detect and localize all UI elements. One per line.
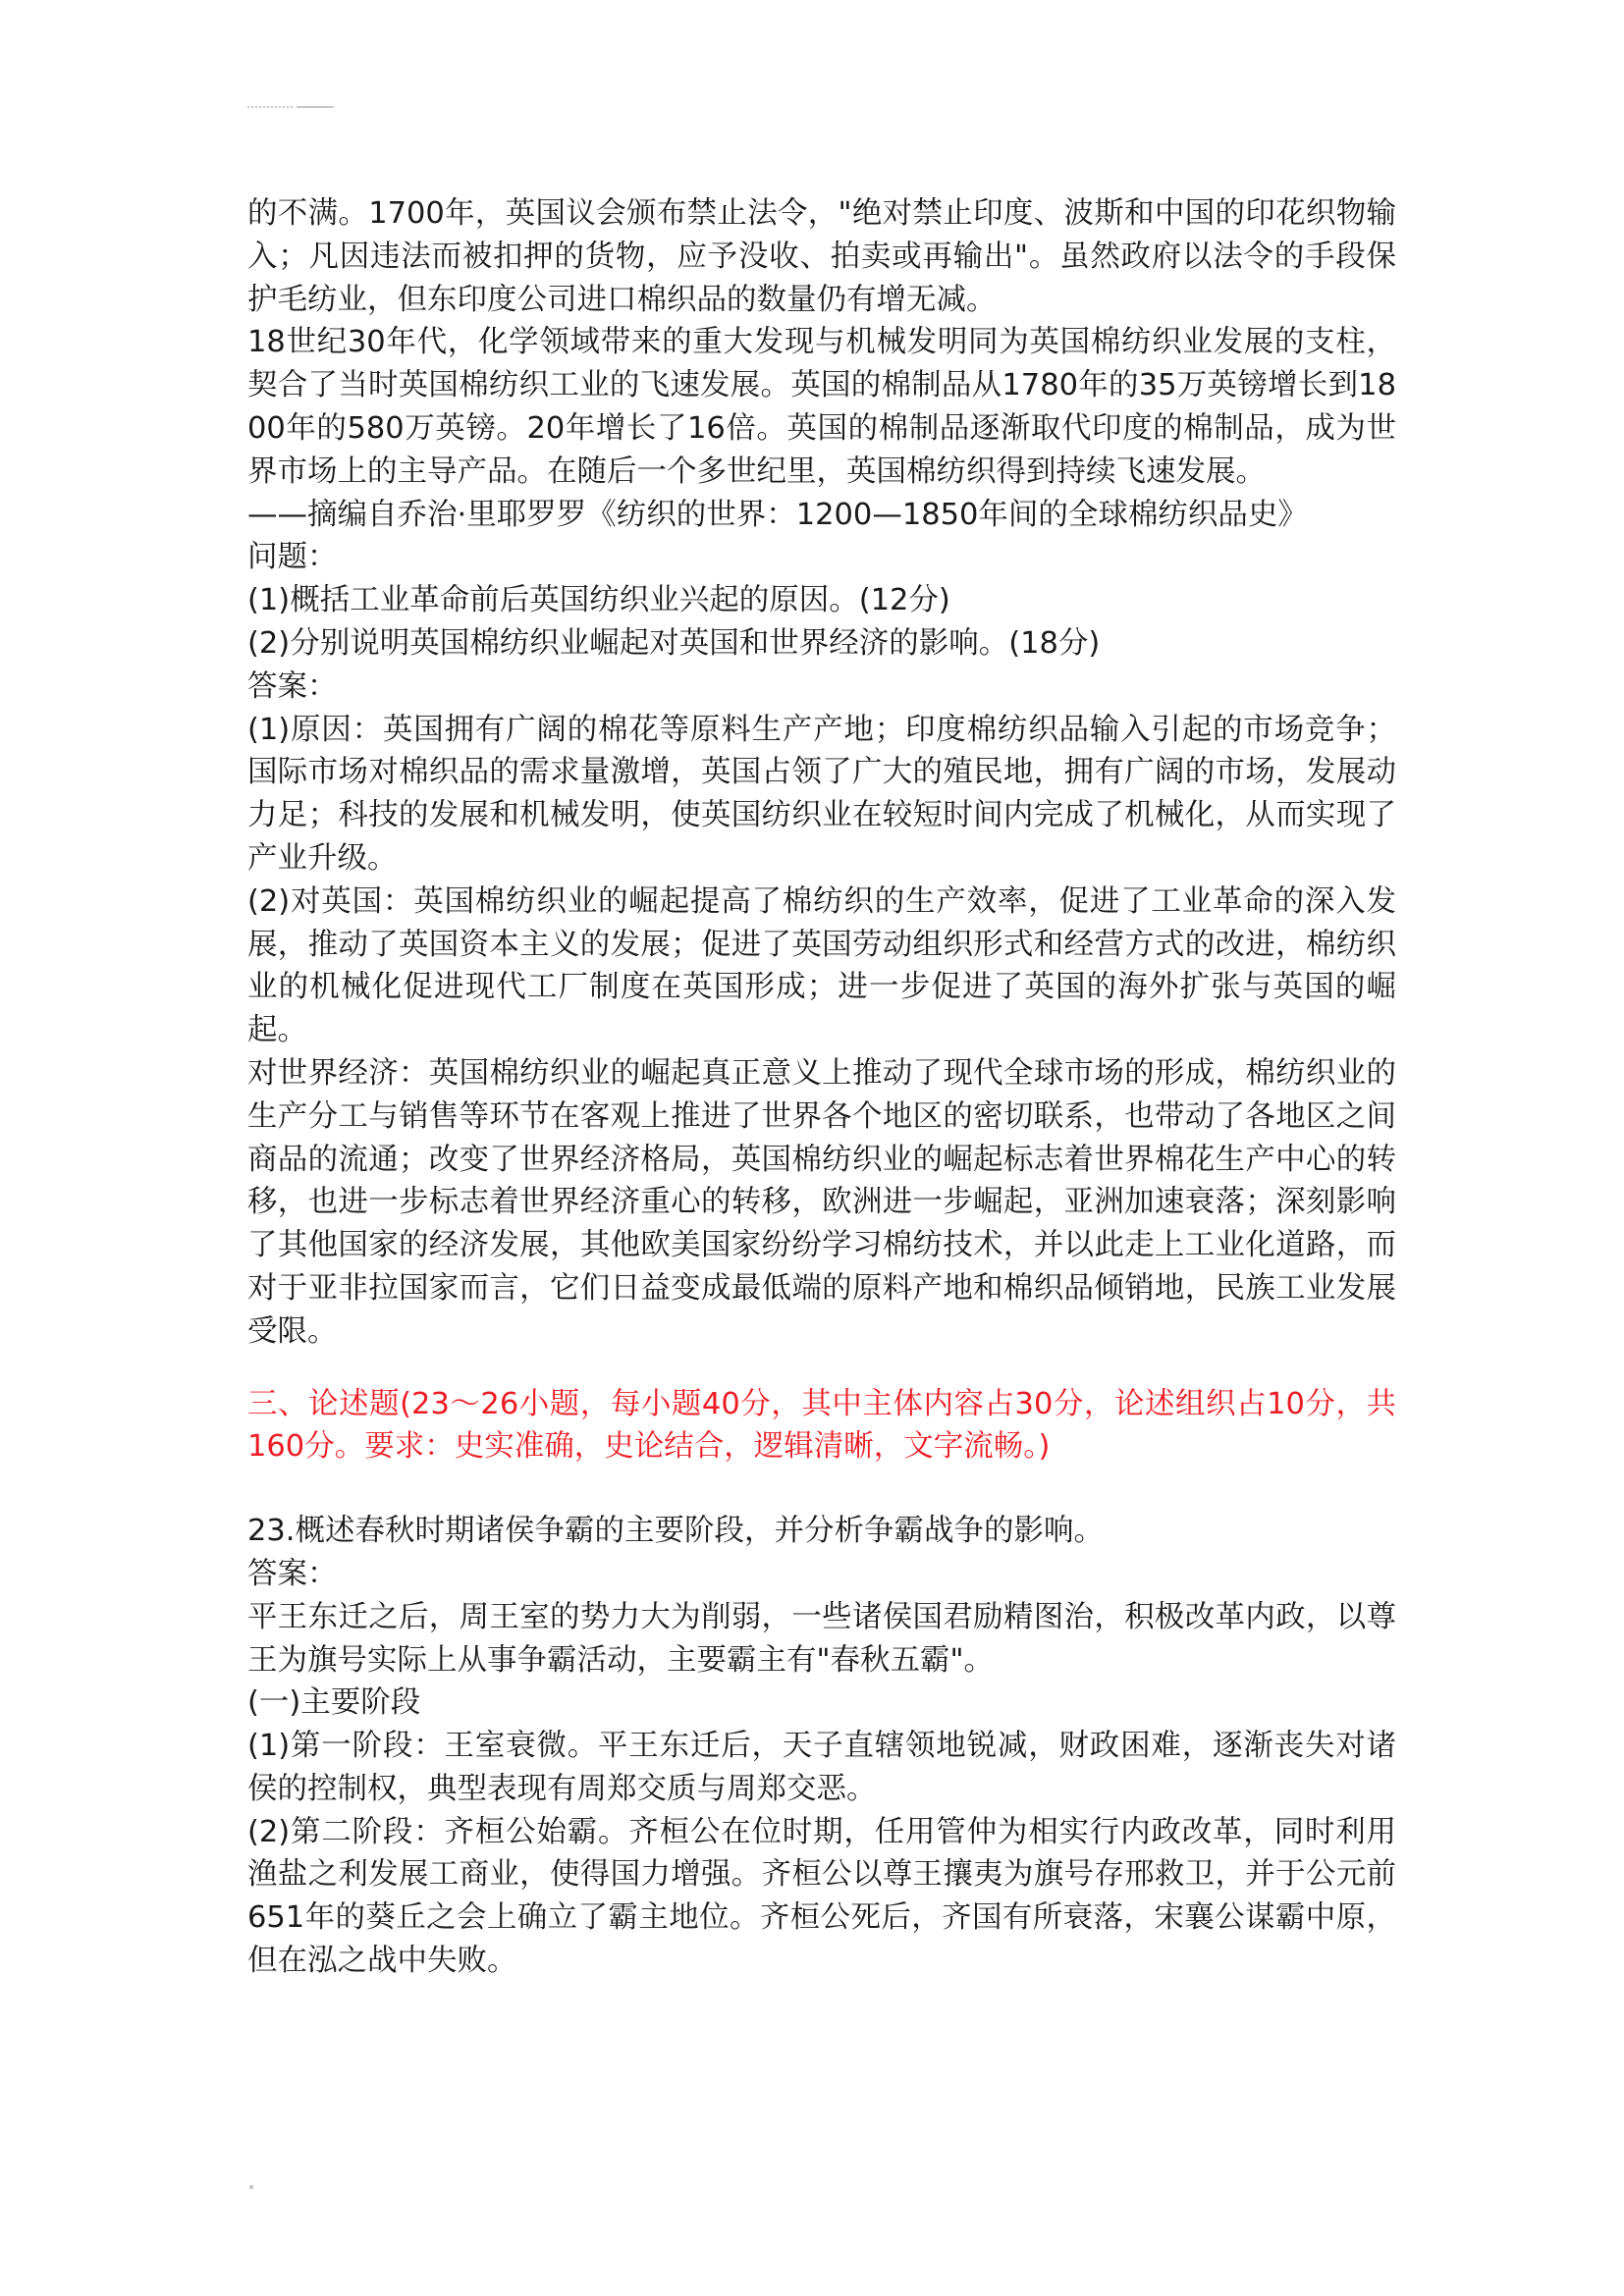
source-citation: ——摘编自乔治·里耶罗罗《纺织的世界：1200—1850年间的全球棉纺织品史》 [247,497,1308,532]
header-mark [247,102,336,112]
document-body [247,192,1396,1983]
essay-answer-label: 答案： [247,1556,338,1591]
answer-label: 答案： [247,668,338,704]
essay-stage-1: (1)第一阶段：王室衰微。平王东迁后，天子直辖领地锐减，财政困难，逐渐丧失对诸侯的控制权，典型表现有周郑交质与周郑交恶。 [247,1729,1396,1806]
question-label: 问题： [247,540,338,575]
paragraph-2: 18世纪30年代，化学领域带来的重大发现与机械发明同为英国棉纺织业发展的支柱，契合了当时英国棉纺织工业的飞速发展。英国的棉制品从1780年的35万英镑增长到1800年的580万英镑。20年增长了16倍。英国的棉制品逐渐取代印度的棉制品，成为世界市场上的主导产品。在随后一个多世纪里，英国棉纺织得到持续飞速发展。 [247,325,1396,489]
answer-2-world: 对世界经济：英国棉纺织业的崛起真正意义上推动了现代全球市场的形成，棉纺织业的生产分工与销售等环节在客观上推进了世界各个地区的密切联系，也带动了各地区之间商品的流通；改变了世界经济格局，英国棉纺织业的崛起标志着世界棉花生产中心的转移，也进一步标志着世界经济重心的转移，欧洲进一步崛起，亚洲加速衰落；深刻影响了其他国家的经济发展，其他欧美国家纷纷学习棉纺技术，并以此走上工业化道路，而对于亚非拉国家而言，它们日益变成最低端的原料产地和棉织品倾销地，民族工业发展受限。 [247,1055,1396,1349]
header-dash [297,106,334,108]
essay-subheading: (一)主要阶段 [247,1685,421,1721]
paragraph-1: 的不满。1700年，英国议会颁布禁止法令，"绝对禁止印度、波斯和中国的印花织物输入；凡因违法而被扣押的货物，应予没收、拍卖或再输出"。虽然政府以法令的手段保护毛纺业，但东印度公司进口棉织品的数量仍有增无减。 [247,196,1396,317]
header-dots [247,106,293,108]
answer-2-britain: (2)对英国：英国棉纺织业的崛起提高了棉纺织的生产效率，促进了工业革命的深入发展，推动了英国资本主义的发展；促进了英国劳动组织形式和经营方式的改进，棉纺织业的机械化促进现代工厂制度在英国形成；进一步促进了英国的海外扩张与英国的崛起。 [247,883,1396,1048]
section-heading: 三、论述题(23～26小题，每小题40分，其中主体内容占30分，论述组织占10分，共160分。要求：史实准确，史论结合，逻辑清晰，文字流畅。) [247,1386,1396,1465]
question-1: (1)概括工业革命前后英国纺织业兴起的原因。(12分) [247,583,950,618]
essay-question-23: 23.概述春秋时期诸侯争霸的主要阶段，并分析争霸战争的影响。 [247,1514,1105,1549]
answer-1: (1)原因：英国拥有广阔的棉花等原料生产产地；印度棉纺织品输入引起的市场竞争；国际市场对棉织品的需求量激增，英国占领了广大的殖民地，拥有广阔的市场，发展动力足；科技的发展和机械发明，使英国纺织业在较短时间内完成了机械化，从而实现了产业升级。 [247,712,1396,876]
footer-mark [249,2185,253,2189]
essay-intro: 平王东迁之后，周王室的势力大为削弱，一些诸侯国君励精图治，积极改革内政，以尊王为旗号实际上从事争霸活动，主要霸主有"春秋五霸"。 [247,1599,1396,1678]
essay-stage-2: (2)第二阶段：齐桓公始霸。齐桓公在位时期，任用管仲为相实行内政改革，同时利用渔盐之利发展工商业，使得国力增强。齐桓公以尊王攘夷为旗号存邢救卫，并于公元前651年的葵丘之会上确立了霸主地位。齐桓公死后，齐国有所衰落，宋襄公谋霸中原，但在泓之战中失败。 [247,1814,1396,1979]
question-2: (2)分别说明英国棉纺织业崛起对英国和世界经济的影响。(18分) [247,625,1101,661]
